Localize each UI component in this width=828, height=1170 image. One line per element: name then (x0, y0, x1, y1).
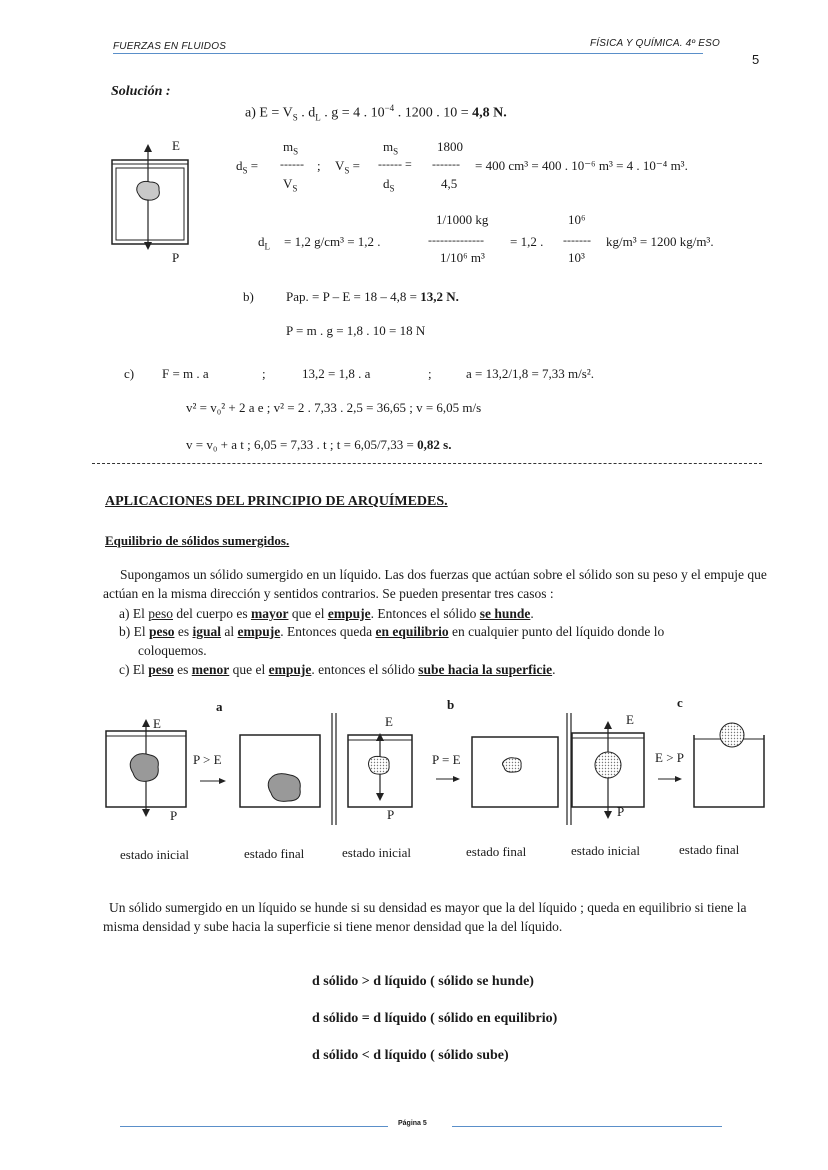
ds-vs-text: V (335, 158, 345, 173)
fig-label-b: b (447, 697, 455, 712)
case-c-w4: sube hacia la superficie (418, 662, 553, 677)
case-b-t3: al (221, 624, 238, 639)
dl-part3: kg/m³ = 1200 kg/m³. (606, 234, 714, 249)
dl-num-b: 10⁶ (568, 212, 586, 227)
dl-lhs-text: d (258, 234, 265, 249)
case-b-cont: coloquemos. (138, 643, 207, 658)
ds-lhs: $d_S$ = (236, 158, 259, 176)
section-subtitle: Equilibrio de sólidos sumergidos. (105, 533, 290, 548)
frac-bar-3: ------- (432, 157, 460, 171)
c-label: c) (124, 366, 135, 381)
ds-result: = 400 cm³ = 400 . 10⁻⁶ m³ = 4 . 10⁻⁴ m³. (475, 158, 688, 173)
fig-b-final (472, 737, 558, 807)
dl-part2: = 1,2 . (510, 234, 544, 249)
ds-num1-text: m (283, 139, 294, 154)
fig-c-P: P (617, 804, 625, 819)
case-a-t3: que el (288, 606, 328, 621)
case-c-t2: es (173, 662, 192, 677)
c-line3 (186, 437, 451, 453)
rule-equilibrium: d sólido = d líquido ( sólido en equilibrio) (312, 1011, 558, 1026)
case-c (119, 660, 556, 679)
case-c-t5: . (552, 662, 556, 677)
case-a-w2: mayor (250, 606, 289, 621)
c-line1-d: ; (428, 366, 432, 381)
ds-vs: $V_S$ = (335, 158, 360, 176)
frac-bar-2: ------ = (378, 157, 412, 171)
case-b-t4: . Entonces queda (280, 624, 376, 639)
case-c-w2: menor (191, 662, 230, 677)
page-number: 5 (752, 52, 760, 67)
dl-part1: = 1,2 g/cm³ = 1,2 . (284, 234, 381, 249)
header-right: FÍSICA Y QUÍMICA. 4º ESO (590, 38, 720, 49)
b-label: b) (243, 289, 254, 304)
rule-sinks: d sólido > d líquido ( sólido se hunde) (312, 974, 534, 989)
case-c-t3: que el (229, 662, 269, 677)
frac-bar-4: -------------- (428, 233, 484, 247)
case-c-label: c) (119, 662, 130, 677)
c-line2: v² = v₀² + 2 a e ; v² = 2 . 7,33 . 2,5 = 36,65 ; v = 6,05 m/s (186, 400, 482, 415)
ds-lhs-text: d (236, 158, 243, 173)
case-a-w1: peso (148, 606, 173, 621)
ds-vs-sub: S (344, 165, 350, 176)
ds-den2-text: d (383, 176, 390, 191)
equation-a-empuje: a) $E = V_S$ . $d_L$ . g = 4 . $10^{-4}$ . 1200 . 10 = 4,8 N. (245, 103, 507, 123)
case-a-t4: . Entonces el sólido (370, 606, 480, 621)
fig-b-P: P (387, 807, 395, 822)
rule-rises: d sólido < d líquido ( sólido sube) (312, 1048, 509, 1063)
ds-den3: 4,5 (441, 176, 458, 191)
ds-den1-text: V (283, 176, 293, 191)
solucion-title: Solución : (111, 84, 171, 99)
case-c-w1: peso (148, 662, 174, 677)
case-b-t2: es (174, 624, 193, 639)
dl-den-a: 1/10⁶ m³ (440, 250, 485, 265)
fig-a-final (240, 735, 320, 807)
fig-label-E: E (172, 138, 180, 153)
ds-num2-text: m (383, 139, 394, 154)
dashed-separator (92, 463, 762, 464)
ds-num1 (283, 139, 298, 157)
c-line1-e: a = 13,2/1,8 = 7,33 m/s². (466, 366, 594, 381)
case-c-t4: . entonces el sólido (311, 662, 419, 677)
caption-b-initial: estado inicial (342, 845, 411, 860)
b-line2: P = m . g = 1,8 . 10 = 18 N (286, 323, 426, 338)
case-b-w3: empuje (237, 624, 281, 639)
fig-c-condition: E > P (655, 750, 685, 765)
b-line1-text: Pap. = P – E = 18 – 4,8 = (286, 289, 421, 304)
ds-den2-sub: S (389, 183, 395, 194)
c-line3-text: v = v₀ + a t ; 6,05 = 7,33 . t ; t = 6,05/7,33 = (186, 437, 418, 452)
b-line1-result: 13,2 N. (420, 289, 459, 304)
ds-num2 (383, 139, 398, 157)
c-line1-a: F = m . a (162, 366, 209, 381)
case-b-w2: igual (192, 624, 222, 639)
dl-lhs-sub: L (264, 241, 270, 252)
frac-bar-1: ------ (280, 157, 304, 171)
case-b-w1: peso (149, 624, 175, 639)
fig-label-c: c (677, 695, 683, 710)
case-a-label: a) (119, 606, 130, 621)
conclusion-paragraph: Un sólido sumergido en un líquido se hunde si su densidad es mayor que la del líquido ; queda en equilibrio si tiene la misma densidad y sube hacia la superficie si tiene menor densidad que la del líquido. (103, 900, 747, 934)
header-left: FUERZAS EN FLUIDOS (113, 41, 227, 52)
header-rule (113, 53, 703, 54)
fig-c-initial (572, 721, 644, 819)
footer-page: Página 5 (398, 1120, 427, 1127)
case-c-w3: empuje (268, 662, 312, 677)
caption-c-final: estado final (679, 842, 740, 857)
case-b (119, 622, 769, 641)
c-line1-b: ; (262, 366, 266, 381)
case-a-t2: del cuerpo es (173, 606, 251, 621)
intro-paragraph: Supongamos un sólido sumergido en un líquido. Las dos fuerzas que actúan sobre el sólido son su peso y el empuje que actúan en la misma dirección y sentidos contrarios. Se pueden presentar tres casos : (103, 567, 767, 601)
ds-den1 (283, 176, 297, 194)
case-b-w4: en equilibrio (375, 624, 449, 639)
case-b-t5: en cualquier punto del líquido donde lo (448, 624, 665, 639)
case-c-t1: El (132, 662, 149, 677)
section-title: APLICACIONES DEL PRINCIPIO DE ARQUÍMEDES. (105, 494, 448, 509)
ds-lhs-sub: S (242, 165, 248, 176)
solid-diagram (108, 138, 198, 268)
ds-num3: 1800 (437, 139, 463, 154)
case-a-w4: se hunde (479, 606, 531, 621)
case-a-t5: . (530, 606, 534, 621)
fig-a-condition: P > E (193, 752, 222, 767)
caption-a-final: estado final (244, 846, 305, 861)
fig-b-initial (348, 733, 412, 807)
dl-num-a: 1/1000 kg (436, 212, 489, 227)
fig-a-initial (106, 719, 186, 817)
fig-label-P: P (172, 250, 180, 265)
c-line3-result: 0,82 s. (417, 437, 452, 452)
case-a-t1: El (132, 606, 149, 621)
frac-bar-5: ------- (563, 233, 591, 247)
fig-b-condition: P = E (432, 752, 461, 767)
caption-a-initial: estado inicial (120, 847, 189, 862)
fig-c-final (694, 723, 764, 807)
fig-c-E: E (626, 712, 634, 727)
b-line1 (286, 289, 459, 305)
footer-rule-left (120, 1126, 388, 1127)
ds-den1-sub: S (292, 183, 298, 194)
ds-num2-sub: S (393, 146, 399, 157)
caption-c-initial: estado inicial (571, 843, 640, 858)
fig-label-a: a (216, 699, 223, 714)
fig-a-P: P (170, 808, 178, 823)
case-b-t1: El (133, 624, 149, 639)
case-a (119, 604, 534, 623)
fig-b-E: E (385, 714, 393, 729)
fig-a-E: E (153, 716, 161, 731)
dl-den-b: 10³ (568, 250, 585, 265)
case-a-w3: empuje (327, 606, 371, 621)
ds-semicolon: ; (317, 158, 321, 173)
ds-den2 (383, 176, 395, 194)
case-b-label: b) (119, 624, 131, 639)
footer-rule-right (452, 1126, 722, 1127)
ds-num1-sub: S (293, 146, 299, 157)
caption-b-final: estado final (466, 844, 527, 859)
dl-lhs (258, 234, 270, 252)
c-line1-c: 13,2 = 1,8 . a (302, 366, 371, 381)
